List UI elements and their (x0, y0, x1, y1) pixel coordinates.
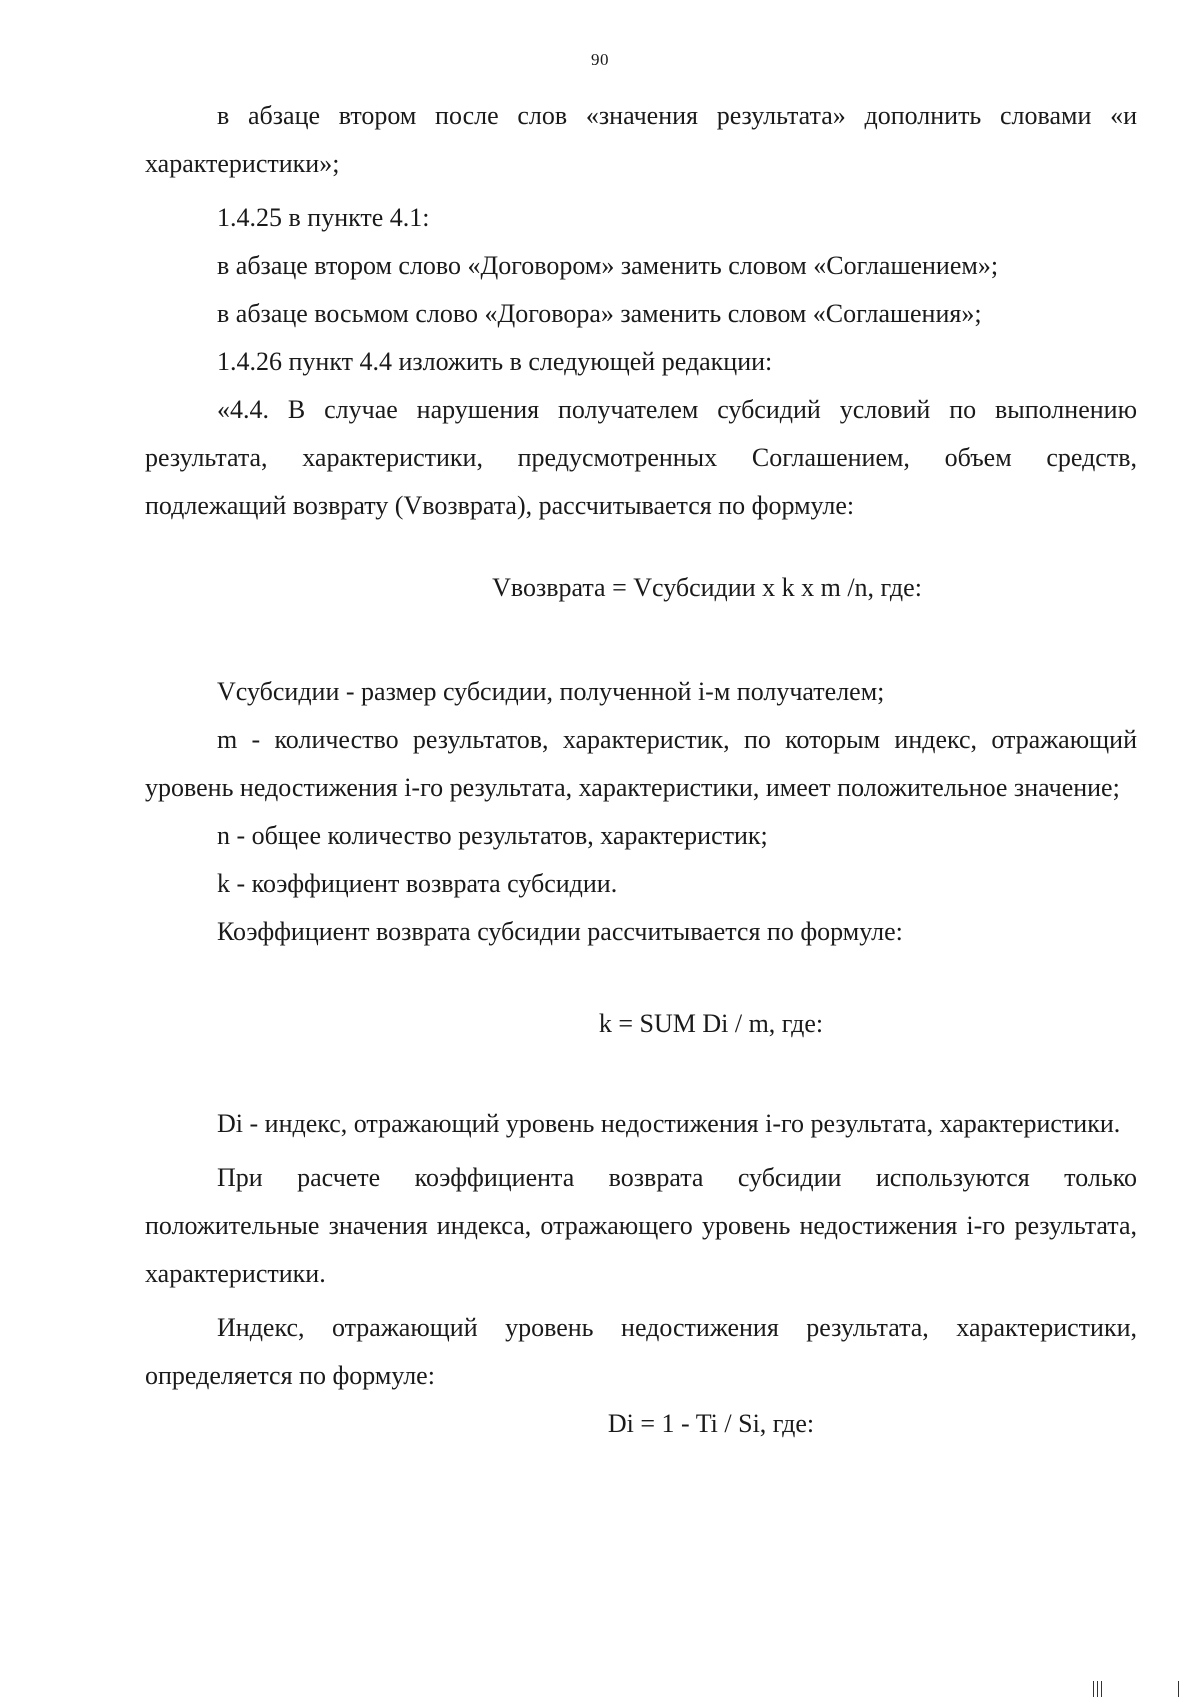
scan-artifact (1178, 1681, 1179, 1697)
paragraph-replace-dogovora: в абзаце восьмом слово «Договора» заменить словом «Соглашения»; (217, 299, 982, 328)
definition-v-subsidy: Vсубсидии - размер субсидии, полученной i-м получателем; (217, 677, 885, 706)
definition-n: n - общее количество результатов, характеристик; (217, 821, 768, 850)
paragraph-item-1-4-26: 1.4.26 пункт 4.4 изложить в следующей редакции: (217, 347, 773, 376)
paragraph-positive-values: При расчете коэффициента возврата субсидии используются только положительные значения индекса, отражающего уровень недостижения i-го результата, характеристики. (145, 1163, 1137, 1288)
paragraph-index-intro: Индекс, отражающий уровень недостижения результата, характеристики, определяется по формуле: (145, 1313, 1137, 1390)
definition-m: m - количество результатов, характеристик, по которым индекс, отражающий уровень недостижения i-го результата, характеристики, имеет положительное значение; (145, 725, 1137, 802)
paragraph-clause-4-4: «4.4. В случае нарушения получателем субсидий условий по выполнению результата, характеристики, предусмотренных Соглашением, объем средств, подлежащий возврату (Vвозврата), рассчитывается по формуле: (145, 395, 1137, 520)
scan-artifact (1097, 1681, 1098, 1697)
definition-k: k - коэффициент возврата субсидии. (217, 869, 618, 898)
document-body (145, 92, 1137, 1448)
paragraph-amendment-result-value: в абзаце втором после слов «значения результата» дополнить словами «и характеристики»; (145, 101, 1137, 178)
paragraph-coefficient-intro: Коэффициент возврата субсидии рассчитывается по формуле: (217, 917, 903, 946)
page-number: 90 (591, 50, 609, 69)
definition-di: Di - индекс, отражающий уровень недостижения i-го результата, характеристики. (217, 1109, 1121, 1138)
formula-k: k = SUM Di / m, где: (598, 1009, 824, 1038)
formula-di: Di = 1 - Ti / Si, где: (607, 1409, 815, 1438)
scan-artifact (1093, 1681, 1094, 1697)
scan-artifact (1101, 1681, 1102, 1697)
paragraph-replace-dogovorom: в абзаце втором слово «Договором» заменить словом «Соглашением»; (217, 251, 999, 280)
formula-v-return: Vвозврата = Vсубсидии x k x m /n, где: (492, 573, 922, 602)
paragraph-item-1-4-25: 1.4.25 в пункте 4.1: (217, 203, 430, 232)
